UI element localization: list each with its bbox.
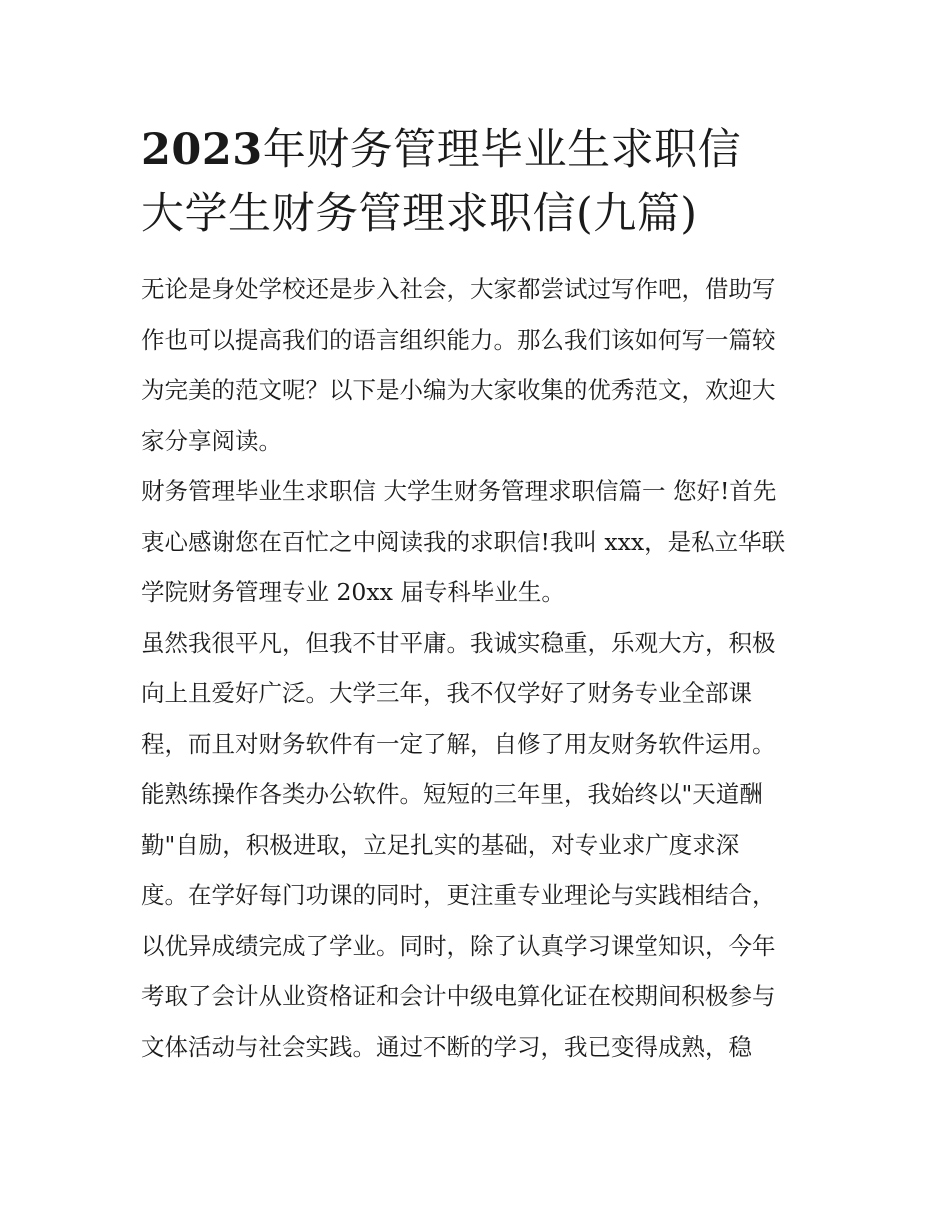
text-line: 作也可以提高我们的语言组织能力。那么我们该如何写一篇较 bbox=[141, 325, 776, 354]
title-line-1 bbox=[141, 118, 813, 182]
text-line: 能熟练操作各类办公软件。短短的三年里，我始终以"天道酬 bbox=[141, 780, 763, 808]
text-line: 财务管理毕业生求职信 大学生财务管理求职信篇一 您好!首先 bbox=[141, 477, 777, 505]
text-line: 学院财务管理专业 20xx 届专科毕业生。 bbox=[141, 578, 565, 606]
text-line: 勤"自励，积极进取，立足扎实的基础，对专业求广度求深 bbox=[141, 830, 740, 859]
text-line: 文体活动与社会实践。通过不断的学习，我已变得成熟，稳 bbox=[141, 1032, 752, 1061]
document-body bbox=[141, 264, 813, 1072]
document-title bbox=[141, 118, 813, 246]
text-line: 考取了会计从业资格证和会计中级电算化证在校期间积极参与 bbox=[141, 982, 776, 1010]
text-line: 程，而且对财务软件有一定了解，自修了用友财务软件运用。 bbox=[141, 729, 776, 758]
text-line: 虽然我很平凡，但我不甘平庸。我诚实稳重，乐观大方，积极 bbox=[141, 628, 776, 657]
text-line: 衷心感谢您在百忙之中阅读我的求职信!我叫 xxx，是私立华联 bbox=[141, 527, 786, 556]
title-year: 2023 bbox=[141, 125, 263, 175]
paragraph-greeting bbox=[141, 466, 813, 618]
paragraph-intro bbox=[141, 264, 813, 466]
title-line-2: 大学生财务管理求职信(九篇) bbox=[141, 189, 698, 239]
text-line: 以优异成绩完成了学业。同时，除了认真学习课堂知识，今年 bbox=[141, 931, 776, 960]
text-line: 家分享阅读。 bbox=[141, 426, 282, 455]
paragraph-self-description bbox=[141, 618, 813, 1073]
title-line-1-text: 年财务管理毕业生求职信 bbox=[262, 125, 742, 175]
text-line: 度。在学好每门功课的同时，更注重专业理论与实践相结合， bbox=[141, 881, 776, 909]
document-page bbox=[141, 118, 813, 1072]
text-line: 向上且爱好广泛。大学三年，我不仅学好了财务专业全部课 bbox=[141, 679, 752, 707]
text-line: 为完美的范文呢？以下是小编为大家收集的优秀范文，欢迎大 bbox=[141, 376, 776, 404]
text-line: 无论是身处学校还是步入社会，大家都尝试过写作吧，借助写 bbox=[141, 275, 776, 303]
